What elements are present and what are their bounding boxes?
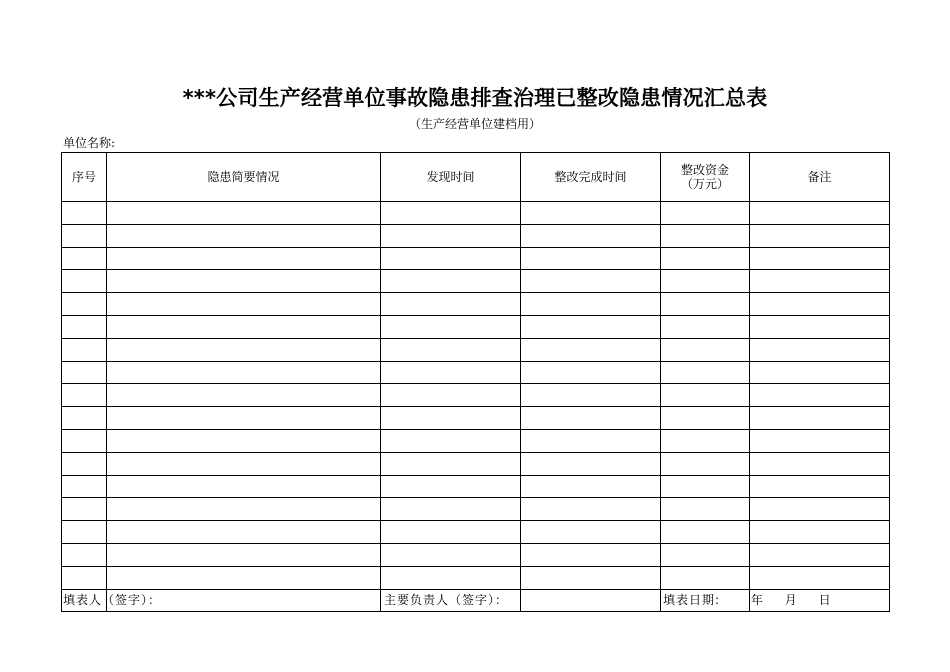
- fill-date-month: 月: [784, 593, 798, 607]
- header-fund-unit: （万元）: [680, 177, 729, 191]
- cell-seq[interactable]: [62, 224, 107, 247]
- cell-seq[interactable]: [62, 384, 107, 407]
- cell-found-time[interactable]: [381, 407, 521, 430]
- cell-remarks[interactable]: [750, 315, 890, 338]
- table-row: [62, 475, 890, 498]
- table-row: [62, 315, 890, 338]
- cell-found-time[interactable]: [381, 293, 521, 316]
- document-subtitle: （生产经营单位建档用）: [408, 117, 541, 131]
- cell-seq[interactable]: [62, 361, 107, 384]
- hazard-summary-table: [61, 152, 890, 612]
- table-body: [62, 202, 890, 612]
- cell-summary[interactable]: [107, 407, 381, 430]
- cell-found-time[interactable]: [381, 338, 521, 361]
- header-found-time: 发现时间: [381, 153, 521, 202]
- cell-summary[interactable]: [107, 429, 381, 452]
- table-row: [62, 407, 890, 430]
- cell-remarks[interactable]: [750, 224, 890, 247]
- cell-done-time[interactable]: [521, 361, 661, 384]
- cell-summary[interactable]: [107, 384, 381, 407]
- cell-fund[interactable]: [661, 429, 750, 452]
- cell-remarks[interactable]: [750, 270, 890, 293]
- cell-fund[interactable]: [661, 475, 750, 498]
- cell-remarks[interactable]: [750, 498, 890, 521]
- table-row: [62, 202, 890, 225]
- cell-remarks[interactable]: [750, 202, 890, 225]
- cell-summary[interactable]: [107, 293, 381, 316]
- header-seq: 序号: [62, 153, 107, 202]
- cell-fund[interactable]: [661, 202, 750, 225]
- table-row: [62, 566, 890, 589]
- cell-remarks[interactable]: [750, 361, 890, 384]
- header-summary: 隐患简要情况: [107, 153, 381, 202]
- table-row: [62, 521, 890, 544]
- cell-summary[interactable]: [107, 202, 381, 225]
- cell-summary[interactable]: [107, 224, 381, 247]
- cell-fund[interactable]: [661, 293, 750, 316]
- cell-done-time[interactable]: [521, 247, 661, 270]
- cell-seq[interactable]: [62, 202, 107, 225]
- cell-seq[interactable]: [62, 293, 107, 316]
- table-header-row: [62, 153, 890, 202]
- cell-found-time[interactable]: [381, 543, 521, 566]
- cell-remarks[interactable]: [750, 566, 890, 589]
- cell-done-time[interactable]: [521, 589, 661, 612]
- cell-found-time[interactable]: [381, 384, 521, 407]
- cell-found-time[interactable]: [381, 315, 521, 338]
- table-row: [62, 452, 890, 475]
- cell-done-time[interactable]: [521, 543, 661, 566]
- cell-done-time[interactable]: [521, 315, 661, 338]
- cell-seq[interactable]: [62, 498, 107, 521]
- cell-remarks[interactable]: [750, 475, 890, 498]
- cell-found-time[interactable]: [381, 202, 521, 225]
- filler-signature-label: 填表人（签字）：: [63, 593, 162, 607]
- table-row: [62, 429, 890, 452]
- cell-remarks[interactable]: [750, 384, 890, 407]
- cell-remarks[interactable]: [750, 338, 890, 361]
- header-fund: [661, 153, 750, 202]
- cell-seq[interactable]: [62, 315, 107, 338]
- cell-done-time[interactable]: [521, 202, 661, 225]
- cell-fund[interactable]: [661, 543, 750, 566]
- cell-done-time[interactable]: [521, 475, 661, 498]
- header-done-time: 整改完成时间: [521, 153, 661, 202]
- cell-found-time[interactable]: [381, 247, 521, 270]
- table-row: [62, 384, 890, 407]
- fill-date-year: 年: [750, 593, 764, 607]
- cell-summary[interactable]: [107, 452, 381, 475]
- cell-done-time[interactable]: [521, 521, 661, 544]
- cell-fund[interactable]: [661, 361, 750, 384]
- header-remarks: 备注: [750, 153, 890, 202]
- cell-found-time[interactable]: [381, 224, 521, 247]
- cell-fund[interactable]: [661, 224, 750, 247]
- cell-done-time[interactable]: [521, 384, 661, 407]
- document-title: ***公司生产经营单位事故隐患排查治理已整改隐患情况汇总表: [182, 86, 768, 110]
- cell-seq[interactable]: [62, 475, 107, 498]
- cell-summary[interactable]: [107, 475, 381, 498]
- cell-done-time[interactable]: [521, 338, 661, 361]
- cell-fund[interactable]: [661, 452, 750, 475]
- cell-remarks[interactable]: [750, 429, 890, 452]
- cell-fund[interactable]: [661, 270, 750, 293]
- table-row: [62, 247, 890, 270]
- cell-remarks[interactable]: [750, 293, 890, 316]
- principal-signature-label: 主要负责人（签字）：: [384, 593, 509, 607]
- cell-found-time[interactable]: [381, 498, 521, 521]
- cell-found-time[interactable]: [381, 361, 521, 384]
- cell-done-time[interactable]: [521, 452, 661, 475]
- cell-summary[interactable]: [107, 247, 381, 270]
- header-fund-label: 整改资金: [680, 163, 729, 177]
- cell-summary[interactable]: [107, 566, 381, 589]
- cell-done-time[interactable]: [521, 566, 661, 589]
- cell-summary[interactable]: [107, 543, 381, 566]
- cell-done-time[interactable]: [521, 293, 661, 316]
- cell-found-time[interactable]: [381, 270, 521, 293]
- cell-found-time[interactable]: [381, 452, 521, 475]
- cell-seq[interactable]: [62, 270, 107, 293]
- cell-seq[interactable]: [62, 429, 107, 452]
- cell-fund[interactable]: [661, 566, 750, 589]
- table-row: [62, 270, 890, 293]
- cell-summary[interactable]: [107, 361, 381, 384]
- cell-found-time[interactable]: [381, 429, 521, 452]
- table-row: [62, 361, 890, 384]
- table-row: [62, 293, 890, 316]
- cell-done-time[interactable]: [521, 498, 661, 521]
- cell-remarks[interactable]: [750, 521, 890, 544]
- cell-found-time[interactable]: [381, 475, 521, 498]
- cell-fund[interactable]: [661, 407, 750, 430]
- cell-remarks[interactable]: [750, 407, 890, 430]
- cell-done-time[interactable]: [521, 407, 661, 430]
- cell-seq[interactable]: [62, 407, 107, 430]
- cell-summary[interactable]: [107, 338, 381, 361]
- cell-found-time[interactable]: [381, 566, 521, 589]
- cell-remarks[interactable]: [750, 452, 890, 475]
- fill-date-label: 填表日期:: [663, 593, 721, 607]
- cell-fund[interactable]: [661, 247, 750, 270]
- cell-remarks[interactable]: [750, 247, 890, 270]
- cell-done-time[interactable]: [521, 270, 661, 293]
- fill-date-day: 日: [818, 593, 832, 607]
- table-row: [62, 338, 890, 361]
- cell-fund[interactable]: [661, 384, 750, 407]
- table-row: [62, 224, 890, 247]
- cell-summary[interactable]: [107, 315, 381, 338]
- cell-seq[interactable]: [62, 566, 107, 589]
- fill-date: [663, 592, 832, 608]
- cell-remarks[interactable]: [750, 543, 890, 566]
- cell-done-time[interactable]: [521, 224, 661, 247]
- cell-summary[interactable]: [107, 498, 381, 521]
- cell-fund[interactable]: [661, 498, 750, 521]
- cell-done-time[interactable]: [521, 429, 661, 452]
- table-row: [62, 543, 890, 566]
- table-row: [62, 498, 890, 521]
- unit-name-label: 单位名称:: [63, 136, 116, 150]
- cell-fund[interactable]: [661, 338, 750, 361]
- cell-summary[interactable]: [107, 521, 381, 544]
- cell-seq[interactable]: [62, 543, 107, 566]
- cell-fund[interactable]: [661, 521, 750, 544]
- cell-seq[interactable]: [62, 452, 107, 475]
- cell-seq[interactable]: [62, 338, 107, 361]
- cell-seq[interactable]: [62, 247, 107, 270]
- cell-seq[interactable]: [62, 521, 107, 544]
- cell-fund[interactable]: [661, 315, 750, 338]
- cell-found-time[interactable]: [381, 521, 521, 544]
- cell-summary[interactable]: [107, 270, 381, 293]
